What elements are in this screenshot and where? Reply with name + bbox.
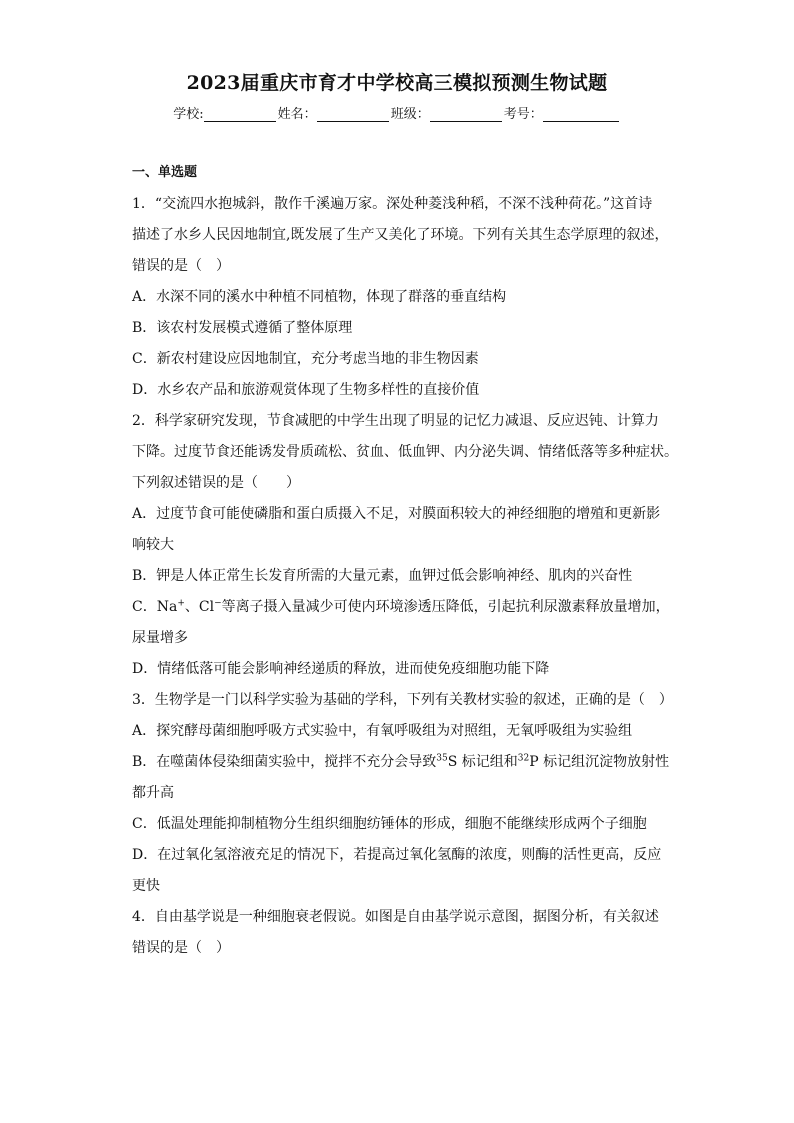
question-4 <box>132 902 672 964</box>
name-label: 姓名： <box>277 107 317 122</box>
option-a: A．过度节食可能使磷脂和蛋白质摄入不足，对膜面积较大的神经细胞的增殖和更新影 <box>132 506 661 522</box>
option-c: C．低温处理能抑制植物分生组织细胞纺锤体的形成，细胞不能继续形成两个子细胞 <box>132 816 647 832</box>
class-label: 班级： <box>390 107 430 122</box>
question-stem-line: 错误的是（ ） <box>132 940 230 956</box>
option-b-continued: 都升高 <box>132 785 174 801</box>
option-c <box>132 592 672 623</box>
name-blank[interactable] <box>317 107 389 122</box>
superscript: − <box>214 598 222 609</box>
option-b-text: P 标记组沉淀物放射性 <box>529 754 670 770</box>
option-b-text: B．在噬菌体侵染细菌实验中，搅拌不充分会导致 <box>132 754 437 770</box>
question-stem-line: 2．科学家研究发现，节食减肥的中学生出现了明显的记忆力减退、反应迟钝、计算力 <box>132 413 659 429</box>
option-a-continued: 响较大 <box>132 537 174 553</box>
school-blank[interactable] <box>204 107 276 122</box>
option-b: B．该农村发展模式遵循了整体原理 <box>132 320 353 336</box>
question-stem-line: 1．“交流四水抱城斜，散作千溪遍万家。深处种菱浅种稻，不深不浅种荷花。”这首诗 <box>132 196 653 212</box>
option-d-continued: 更快 <box>132 878 160 894</box>
question-stem-line: 4．自由基学说是一种细胞衰老假说。如图是自由基学说示意图，据图分析，有关叙述 <box>132 909 659 925</box>
exam-number-label: 考号： <box>503 107 543 122</box>
exam-title: 2023届重庆市育才中学校高三模拟预测生物试题 <box>186 72 608 94</box>
exam-number-blank[interactable] <box>543 107 619 122</box>
superscript: + <box>177 598 185 609</box>
option-c-text: 、Cl <box>184 599 215 615</box>
question-stem-line: 3．生物学是一门以科学实验为基础的学科，下列有关教材实验的叙述，正确的是（ ） <box>132 692 673 708</box>
option-d: D．在过氧化氢溶液充足的情况下，若提高过氧化氢酶的浓度，则酶的活性更高，反应 <box>132 847 662 863</box>
option-b: B．钾是人体正常生长发育所需的大量元素，血钾过低会影响神经、肌肉的兴奋性 <box>132 568 633 584</box>
question-3 <box>132 685 672 902</box>
option-c-text: 等离子摄入量减少可使内环境渗透压降低，引起抗利尿激素释放量增加， <box>221 599 670 615</box>
option-b-text: S 标记组和 <box>447 754 518 770</box>
option-b <box>132 747 672 778</box>
section-heading: 一、单选题 <box>132 165 198 180</box>
option-c: C．新农村建设应因地制宜，充分考虑当地的非生物因素 <box>132 351 479 367</box>
question-content <box>132 163 678 964</box>
question-1 <box>132 189 672 406</box>
question-2 <box>132 406 678 685</box>
option-a: A．水深不同的溪水中种植不同植物，体现了群落的垂直结构 <box>132 289 507 305</box>
question-stem-line: 下列叙述错误的是（ ） <box>132 475 300 491</box>
question-stem-line: 下降。过度节食还能诱发骨质疏松、贫血、低血钾、内分泌失调、情绪低落等多种症状。 <box>132 444 678 460</box>
option-d: D．水乡农产品和旅游观赏体现了生物多样性的直接价值 <box>132 382 480 398</box>
question-stem-line: 错误的是（ ） <box>132 258 230 274</box>
student-info-row <box>0 103 794 122</box>
option-c-continued: 尿量增多 <box>132 630 188 646</box>
question-stem-line: 描述了水乡人民因地制宜,既发展了生产又美化了环境。下列有关其生态学原理的叙述， <box>132 227 669 243</box>
option-a: A．探究酵母菌细胞呼吸方式实验中，有氧呼吸组为对照组，无氧呼吸组为实验组 <box>132 723 633 739</box>
superscript: 35 <box>436 753 448 764</box>
class-blank[interactable] <box>430 107 502 122</box>
superscript: 32 <box>517 753 530 764</box>
school-label: 学校: <box>173 107 204 122</box>
option-c-text: C．Na <box>132 599 178 615</box>
option-d: D．情绪低落可能会影响神经递质的释放，进而使免疫细胞功能下降 <box>132 661 550 677</box>
